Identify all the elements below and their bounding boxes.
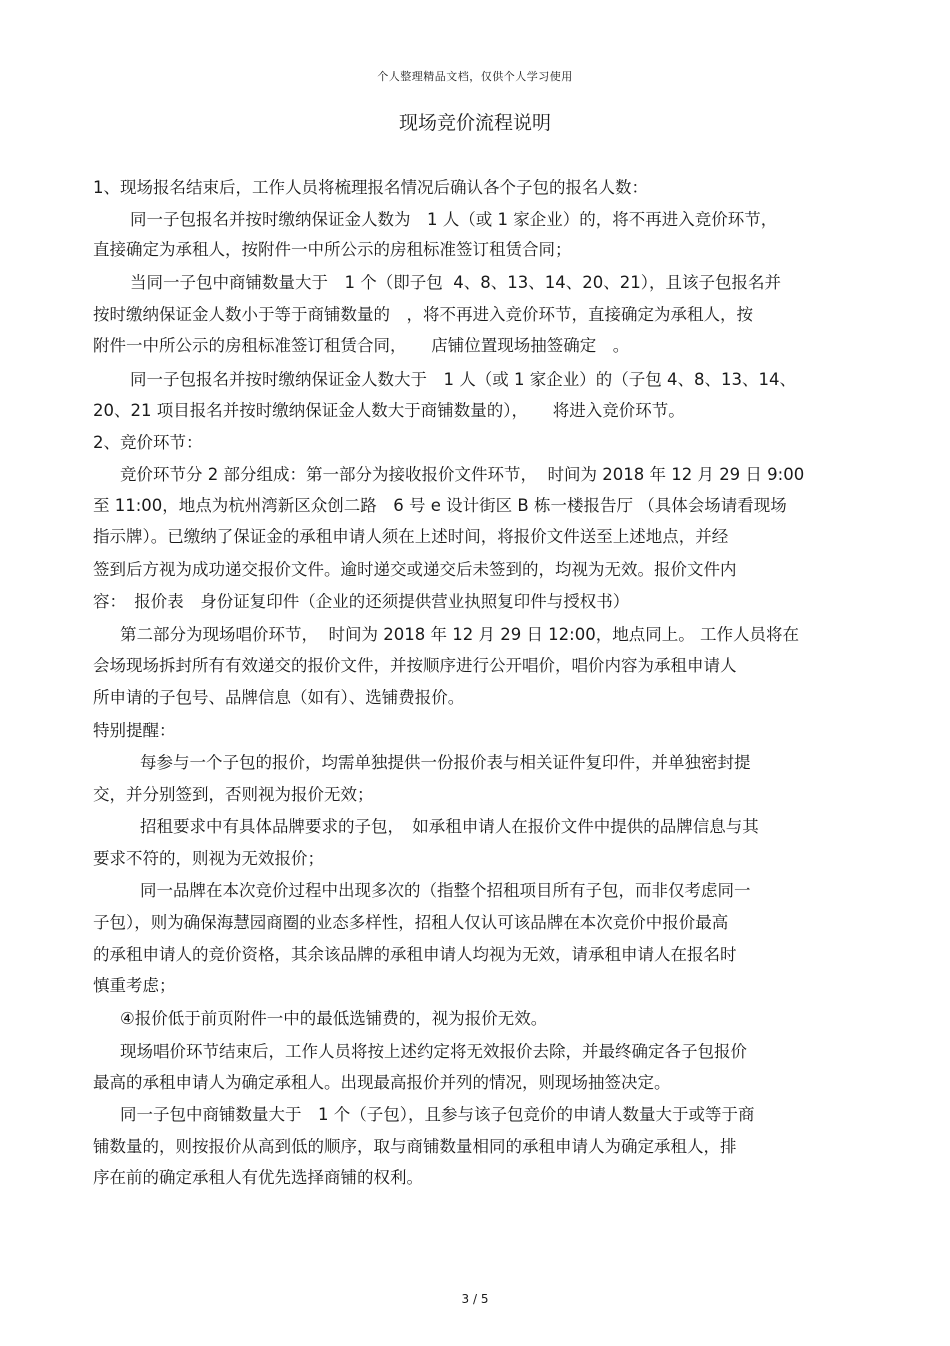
body-line: 的承租申请人的竞价资格，其余该品牌的承租申请人均视为无效，请承租申请人在报名时	[93, 945, 737, 964]
page-number: 3 / 5	[461, 1292, 489, 1306]
body-line: 同一子包中商铺数量大于 1 个（子包），且参与该子包竞价的申请人数量大于或等于商	[120, 1105, 755, 1124]
document-title: 现场竞价流程说明	[398, 112, 551, 134]
body-line: 直接确定为承租人，按附件一中所公示的房租标准签订租赁合同；	[93, 240, 572, 259]
body-line: 子包），则为确保海慧园商圈的业态多样性，招租人仅认可该品牌在本次竞价中报价最高	[93, 913, 729, 932]
body-line: 会场现场拆封所有有效递交的报价文件，并按顺序进行公开唱价，唱价内容为承租申请人	[93, 656, 737, 675]
body-line: 序在前的确定承租人有优先选择商铺的权利。	[93, 1168, 423, 1187]
body-line: 交，并分别签到，否则视为报价无效；	[93, 785, 374, 804]
body-line: 最高的承租申请人为确定承租人。出现最高报价并列的情况，则现场抽签决定。	[93, 1073, 671, 1092]
body-line: 同一子包报名并按时缴纳保证金人数大于 1 人（或 1 家企业）的（子包 4、8、13、14、	[130, 370, 796, 389]
body-line: 招租要求中有具体品牌要求的子包， 如承租申请人在报价文件中提供的品牌信息与其	[140, 817, 759, 836]
section-heading: 2、竞价环节：	[93, 433, 203, 452]
body-line: 指示牌）。已缴纳了保证金的承租申请人须在上述时间，将报价文件送至上述地点，并经	[93, 527, 729, 546]
body-line: 附件一中所公示的房租标准签订租赁合同， 店铺位置现场抽签确定 。	[93, 336, 630, 355]
body-line: 要求不符的，则视为无效报价；	[93, 849, 324, 868]
body-line: 按时缴纳保证金人数小于等于商铺数量的 ，将不再进入竞价环节，直接确定为承租人，按	[93, 305, 753, 324]
page-header-note: 个人整理精品文档，仅供个人学习使用	[377, 70, 573, 83]
body-line: 同一品牌在本次竞价过程中出现多次的（指整个招租项目所有子包，而非仅考虑同一	[140, 881, 751, 900]
body-line: 至 11:00，地点为杭州湾新区众创二路 6 号 e 设计街区 B 栋一楼报告厅 （具体会场请看现场	[93, 496, 787, 515]
body-line: 第二部分为现场唱价环节， 时间为 2018 年 12 月 29 日 12:00，地点同上。 工作人员将在	[120, 625, 799, 644]
section-heading: 特别提醒：	[93, 721, 176, 740]
body-line: 容： 报价表 身份证复印件（企业的还须提供营业执照复印件与授权书）	[93, 592, 630, 611]
body-line: 同一子包报名并按时缴纳保证金人数为 1 人（或 1 家企业）的，将不再进入竞价环节，	[130, 210, 778, 229]
body-line: ④报价低于前页附件一中的最低选铺费的，视为报价无效。	[120, 1009, 548, 1028]
body-line: 竞价环节分 2 部分组成：第一部分为接收报价文件环节， 时间为 2018 年 12 月 29 日 9:00	[120, 465, 805, 484]
body-line: 铺数量的，则按报价从高到低的顺序，取与商铺数量相同的承租申请人为确定承租人，排	[93, 1137, 737, 1156]
body-line: 慎重考虑；	[93, 976, 176, 995]
body-line: 所申请的子包号、品牌信息（如有）、选铺费报价。	[93, 688, 465, 707]
body-line: 当同一子包中商铺数量大于 1 个（即子包 4、8、13、14、20、21），且该子包报名并	[130, 273, 781, 292]
body-line: 1、现场报名结束后，工作人员将梳理报名情况后确认各个子包的报名人数：	[93, 178, 648, 197]
body-line: 每参与一个子包的报价，均需单独提供一份报价表与相关证件复印件，并单独密封提	[140, 753, 751, 772]
body-line: 20、21 项目报名并按时缴纳保证金人数大于商铺数量的）， 将进入竞价环节。	[93, 401, 685, 420]
body-line: 签到后方视为成功递交报价文件。逾时递交或递交后未签到的，均视为无效。报价文件内	[93, 560, 737, 579]
body-line: 现场唱价环节结束后，工作人员将按上述约定将无效报价去除，并最终确定各子包报价	[120, 1042, 747, 1061]
